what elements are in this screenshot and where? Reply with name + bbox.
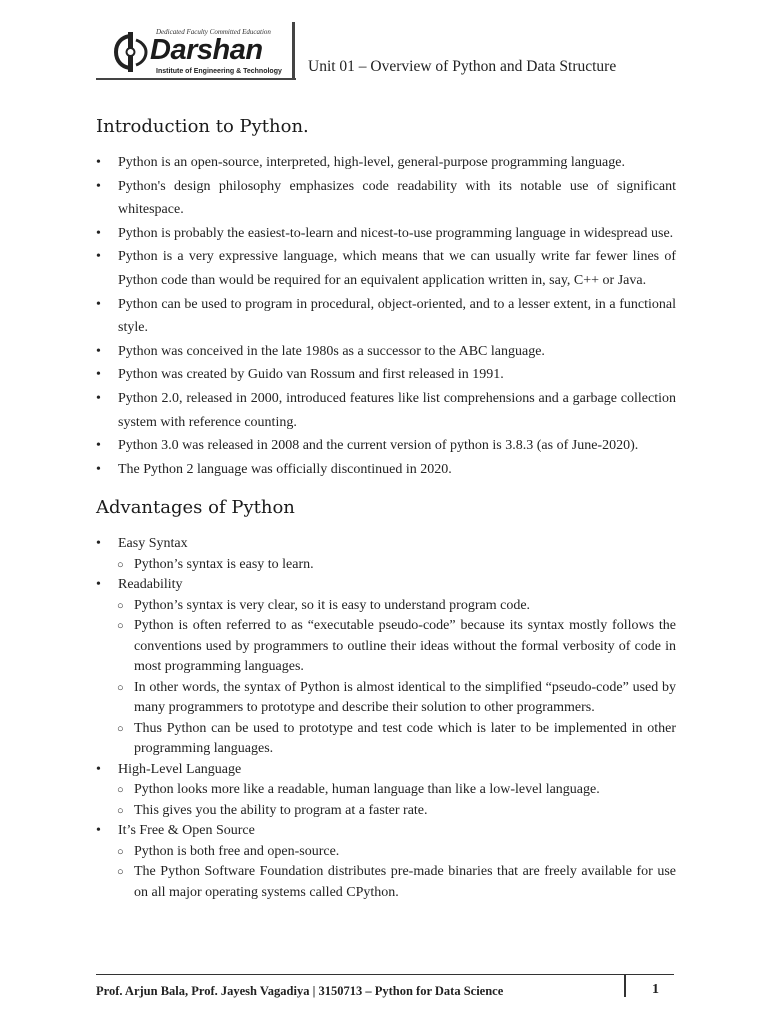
advantage-label: Easy Syntax	[118, 536, 188, 552]
advantage-subitem: ○ In other words, the syntax of Python is almost identical to the simplified “pseudo-code” used by many programmers to prototype and describe their solution to other programmers.	[118, 678, 676, 719]
intro-item: • Python is probably the easiest-to-learn and nicest-to-use programming language in widespread use.	[96, 222, 676, 246]
advantage-sublist	[118, 780, 676, 821]
intro-item: • Python is a very expressive language, which means that we can usually write far fewer lines of Python code than would be required for an equivalent application written in, say, C++ or Java.	[96, 245, 676, 292]
intro-item: • Python is an open-source, interpreted, high-level, general-purpose programming language.	[96, 151, 676, 175]
advantage-subitem: ○ Python is often referred to as “executable pseudo-code” because its syntax mostly follows the conventions used by programmers to outline their ideas without the formal verbosity of code in most programming languages.	[118, 616, 676, 678]
advantage-subitem: ○ This gives you the ability to program at a faster rate.	[118, 801, 676, 822]
advantage-sublist	[118, 555, 676, 576]
header-rule	[96, 78, 296, 80]
advantage-subitem: ○ Python’s syntax is very clear, so it is easy to understand program code.	[118, 596, 676, 617]
page-content	[96, 116, 676, 903]
advantage-label: Readability	[118, 577, 183, 593]
advantage-label: High-Level Language	[118, 761, 242, 777]
intro-item: • Python was created by Guido van Rossum and first released in 1991.	[96, 363, 676, 387]
advantage-item	[96, 821, 676, 903]
advantage-subitem: ○ The Python Software Foundation distributes pre-made binaries that are freely available for use on all major operating systems called CPython.	[118, 862, 676, 903]
intro-item: • Python 3.0 was released in 2008 and the current version of python is 3.8.3 (as of June-2020).	[96, 434, 676, 458]
advantage-sublist	[118, 842, 676, 904]
advantage-subitem: ○ Python’s syntax is easy to learn.	[118, 555, 676, 576]
logo-subtitle: Institute of Engineering & Technology	[156, 68, 282, 75]
advantage-subitem: ○ Python is both free and open-source.	[118, 842, 676, 863]
advantage-subitem: ○ Python looks more like a readable, human language than like a low-level language.	[118, 780, 676, 801]
unit-title: Unit 01 – Overview of Python and Data Structure	[308, 58, 617, 75]
intro-list	[96, 151, 676, 481]
advantages-list	[96, 534, 676, 903]
advantage-item	[96, 575, 676, 760]
darshan-emblem-icon	[114, 30, 150, 74]
footer-authors: Prof. Arjun Bala, Prof. Jayesh Vagadiya | 3150713 – Python for Data Science	[96, 984, 504, 998]
advantage-item	[96, 534, 676, 575]
page-number: 1	[652, 982, 659, 997]
intro-item: • Python can be used to program in procedural, object-oriented, and to a lesser extent, in a functional style.	[96, 293, 676, 340]
intro-item: • Python's design philosophy emphasizes code readability with its notable use of significant whitespace.	[96, 175, 676, 222]
footer-rule	[96, 974, 674, 975]
advantages-heading: Advantages of Python	[96, 497, 295, 519]
intro-item: • Python was conceived in the late 1980s as a successor to the ABC language.	[96, 340, 676, 364]
intro-item: • Python 2.0, released in 2000, introduced features like list comprehensions and a garbage collection system with reference counting.	[96, 387, 676, 434]
logo-name: Darshan	[150, 34, 263, 66]
page-header	[96, 26, 676, 82]
footer-divider	[624, 975, 626, 997]
advantage-item	[96, 760, 676, 822]
intro-item: • The Python 2 language was officially discontinued in 2020.	[96, 458, 676, 482]
advantage-sublist	[118, 596, 676, 760]
header-divider	[292, 22, 295, 78]
intro-heading: Introduction to Python.	[96, 116, 309, 137]
darshan-logo	[104, 26, 290, 78]
logo-tagline: Dedicated Faculty Committed Education	[156, 28, 271, 36]
advantage-label: It’s Free & Open Source	[118, 823, 255, 839]
advantage-subitem: ○ Thus Python can be used to prototype and test code which is later to be implemented in other programming languages.	[118, 719, 676, 760]
